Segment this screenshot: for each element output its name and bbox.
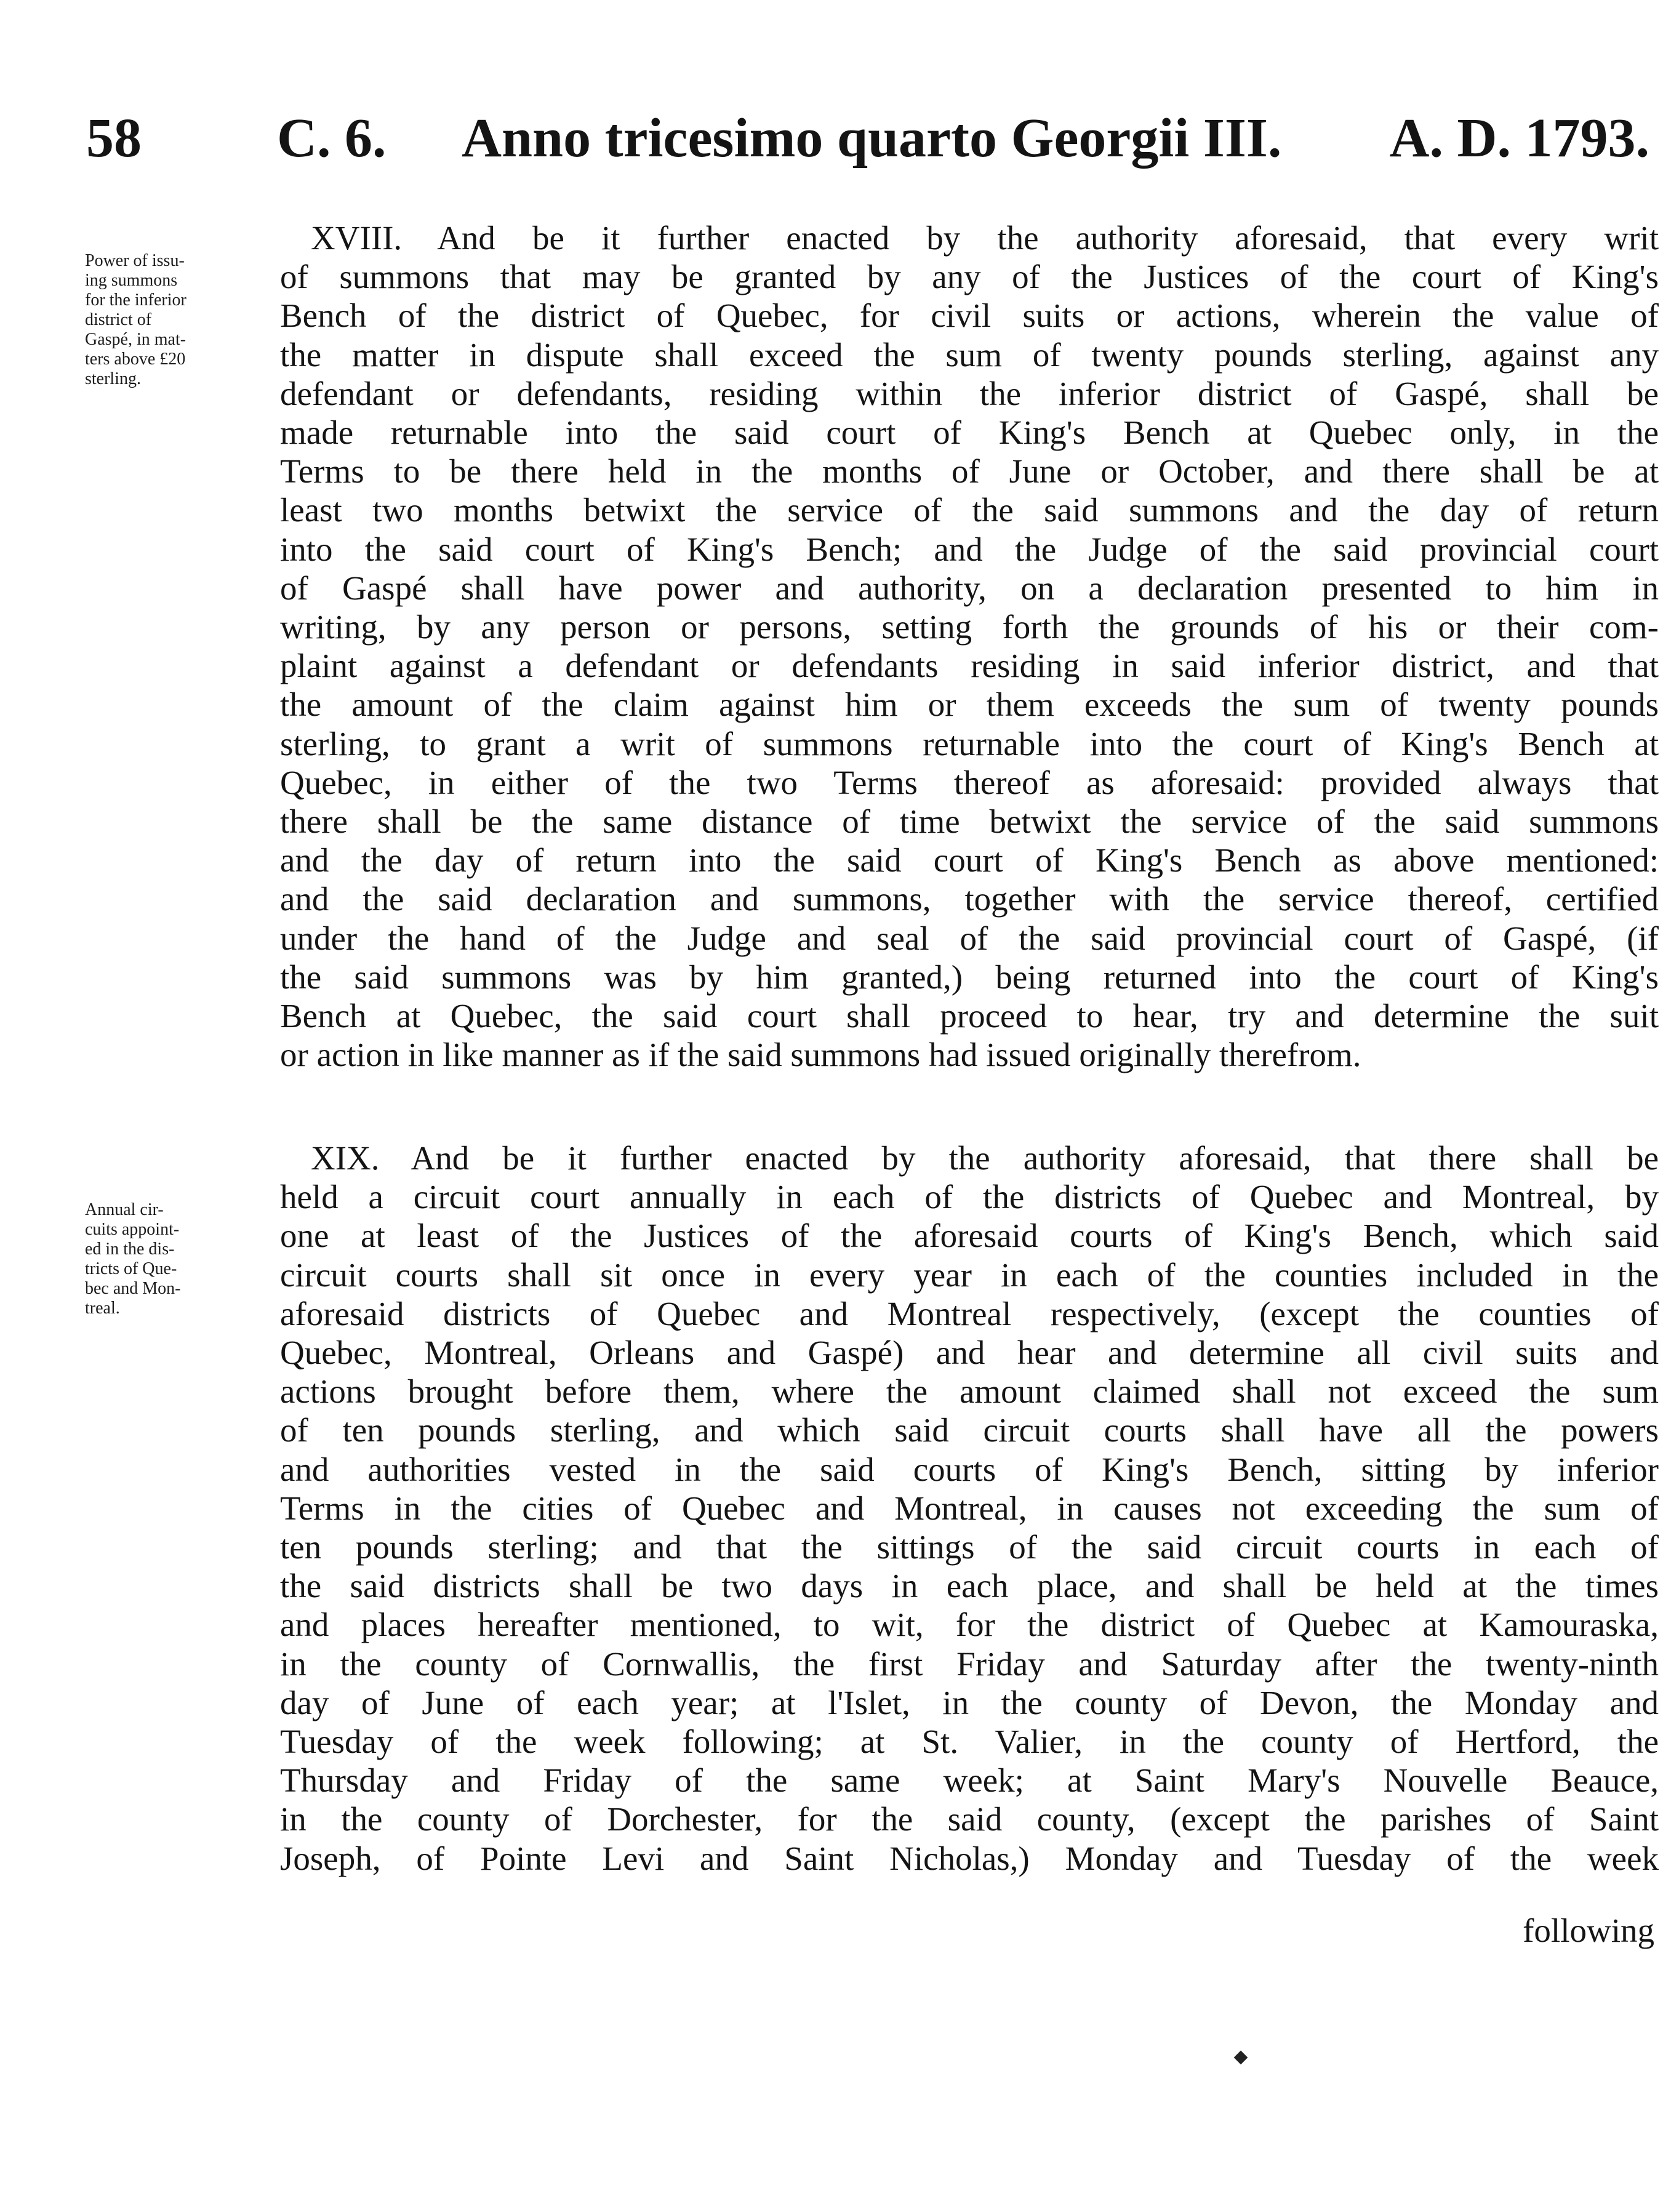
text-line: and places hereafter mentioned, to wit, for the district of Quebec at Kamouraska, <box>280 1606 1659 1644</box>
text-line: Terms to be there held in the months of June or October, and there shall be at <box>280 452 1659 491</box>
text-line: and the day of return into the said court of King's Bench as above mentioned: <box>280 841 1659 880</box>
page-number: 58 <box>86 108 142 169</box>
text-line: Terms in the cities of Quebec and Montreal, in causes not exceeding the sum of <box>280 1489 1659 1527</box>
sidenote-line: cuits appoint- <box>85 1220 180 1239</box>
text-line: day of June of each year; at l'Islet, in the county of Devon, the Monday and <box>280 1683 1659 1721</box>
text-line: least two months betwixt the service of the said summons and the day of return <box>280 491 1659 529</box>
text-line: Quebec, in either of the two Terms thereof as aforesaid: provided always that <box>280 763 1659 801</box>
sidenote-annual-circuits <box>85 1200 263 1318</box>
text-line: one at least of the Justices of the aforesaid courts of King's Bench, which said <box>280 1217 1659 1255</box>
text-line: ten pounds sterling; and that the sittings of the said circuit courts in each of <box>280 1528 1659 1566</box>
text-line: writing, by any person or persons, setting forth the grounds of his or their com- <box>280 608 1659 646</box>
text-line: in the county of Dorchester, for the said county, (except the parishes of Saint <box>280 1800 1659 1838</box>
chapter-label: C. 6. <box>277 108 387 169</box>
text-line: or action in like manner as if the said summons had issued originally therefrom. <box>280 1036 1361 1074</box>
year-label: A. D. 1793. <box>1389 108 1649 169</box>
text-line: made returnable into the said court of King's Bench at Quebec only, in the <box>280 414 1659 452</box>
sidenote-line: ed in the dis- <box>85 1240 175 1259</box>
text-line: of summons that may be granted by any of the Justices of the court of King's <box>280 258 1659 296</box>
text-line: Bench at Quebec, the said court shall proceed to hear, try and determine the suit <box>280 997 1659 1035</box>
text-line: there shall be the same distance of time betwixt the service of the said summons <box>280 803 1659 841</box>
text-line: into the said court of King's Bench; and the Judge of the said provincial court <box>280 530 1659 568</box>
text-line: XIX. And be it further enacted by the authority aforesaid, that there shall be <box>311 1139 1659 1177</box>
text-line: the said summons was by him granted,) being returned into the court of King's <box>280 958 1659 996</box>
text-line: defendant or defendants, residing within the inferior district of Gaspé, shall be <box>280 374 1659 412</box>
text-line: of ten pounds sterling, and which said circuit courts shall have all the powers <box>280 1411 1659 1449</box>
printer-ornament <box>1234 2051 1248 2065</box>
sidenote-gaspe-summons <box>85 251 263 389</box>
sidenote-line: Gaspé, in mat- <box>85 330 186 349</box>
sidenote-line: ters above £20 <box>85 350 186 369</box>
text-line: Bench of the district of Quebec, for civil suits or actions, wherein the value of <box>280 297 1659 335</box>
text-line: and authorities vested in the said courts of King's Bench, sitting by inferior <box>280 1450 1659 1488</box>
text-line: XVIII. And be it further enacted by the authority aforesaid, that every writ <box>311 219 1659 257</box>
section-xviii <box>280 218 1659 1074</box>
sidenote-line: Power of issu- <box>85 251 185 270</box>
text-line: the amount of the claim against him or them exceeds the sum of twenty pounds <box>280 686 1659 724</box>
text-line: in the county of Cornwallis, the first Friday and Saturday after the twenty-ninth <box>280 1645 1659 1683</box>
text-line: the matter in dispute shall exceed the sum of twenty pounds sterling, against any <box>280 335 1659 374</box>
text-line: aforesaid districts of Quebec and Montreal respectively, (except the counties of <box>280 1294 1659 1332</box>
running-title: Anno tricesimo quarto Georgii III. <box>462 108 1282 169</box>
text-line: Thursday and Friday of the same week; at Saint Mary's Nouvelle Beauce, <box>280 1761 1659 1800</box>
text-line: Quebec, Montreal, Orleans and Gaspé) and hear and determine all civil suits and <box>280 1334 1659 1372</box>
sidenote-line: for the inferior <box>85 291 186 310</box>
sidenote-line: tricts of Que- <box>85 1259 177 1278</box>
text-line: circuit courts shall sit once in every year in each of the counties included in the <box>280 1256 1659 1294</box>
text-line: under the hand of the Judge and seal of the said provincial court of Gaspé, (if <box>280 919 1659 957</box>
sidenote-line: bec and Mon- <box>85 1279 181 1298</box>
sidenote-line: ing summons <box>85 271 178 290</box>
text-line: and the said declaration and summons, together with the service thereof, certified <box>280 880 1659 918</box>
sidenote-line: district of <box>85 310 152 329</box>
sidenote-line: treal. <box>85 1299 120 1318</box>
running-header <box>80 105 1656 172</box>
text-line: Tuesday of the week following; at St. Valier, in the county of Hertford, the <box>280 1723 1659 1761</box>
catchword: following <box>1523 1912 1654 1949</box>
text-line: Joseph, of Pointe Levi and Saint Nicholas,) Monday and Tuesday of the week <box>280 1839 1659 1877</box>
text-line: sterling, to grant a writ of summons returnable into the court of King's Bench at <box>280 724 1659 763</box>
text-line: held a circuit court annually in each of the districts of Quebec and Montreal, by <box>280 1178 1659 1216</box>
text-line: plaint against a defendant or defendants residing in said inferior district, and that <box>280 647 1659 685</box>
text-line: the said districts shall be two days in each place, and shall be held at the times <box>280 1567 1659 1605</box>
section-xix <box>280 1139 1659 1878</box>
text-line: actions brought before them, where the amount claimed shall not exceed the sum <box>280 1372 1659 1411</box>
text-line: of Gaspé shall have power and authority, on a declaration presented to him in <box>280 569 1659 607</box>
sidenote-line: Annual cir- <box>85 1200 164 1219</box>
sidenote-line: sterling. <box>85 369 141 388</box>
